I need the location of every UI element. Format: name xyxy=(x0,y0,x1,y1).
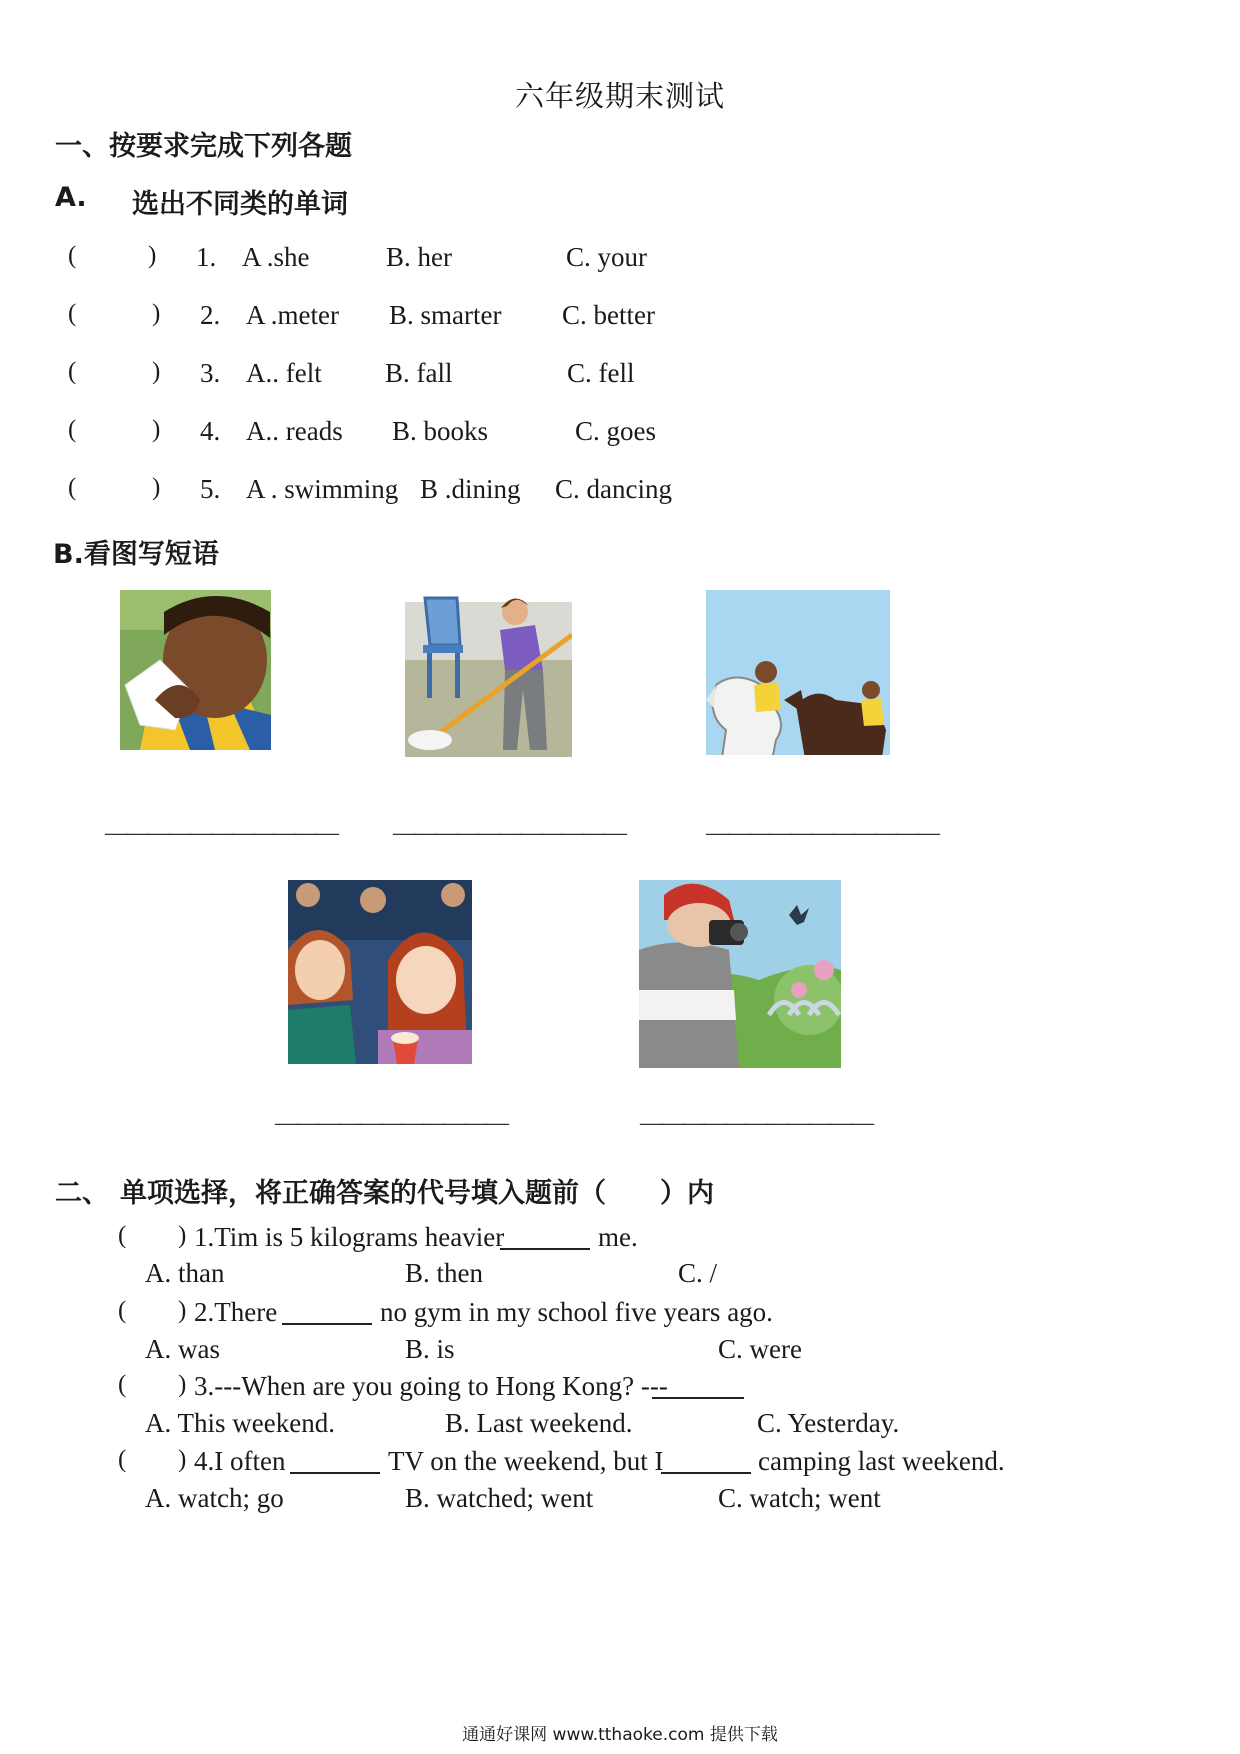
sneezing-boy-picture xyxy=(120,590,271,750)
answer-blank[interactable]: ——————————— xyxy=(640,1110,871,1136)
item-number: 2. xyxy=(200,300,221,330)
answer-paren-open[interactable]: ( xyxy=(118,1371,127,1398)
option-a: A . swimming xyxy=(246,474,399,504)
answer-paren-open[interactable]: ( xyxy=(68,300,77,327)
option-b: B. smarter xyxy=(389,300,502,330)
answer-paren-close: ) xyxy=(148,242,157,269)
option-b: B. her xyxy=(386,242,452,272)
section-2-label: 二、 xyxy=(55,1178,109,1209)
section-2-heading: 单项选择，将正确答案的代号填入题前（ ）内 xyxy=(120,1178,714,1209)
fill-blank[interactable] xyxy=(652,1371,744,1399)
watching-film-picture xyxy=(288,880,472,1064)
question-text: 2.There xyxy=(194,1297,278,1327)
answer-paren-open[interactable]: ( xyxy=(68,242,77,269)
option-a: A. than xyxy=(145,1258,225,1288)
answer-blank[interactable]: ——————————— xyxy=(706,820,937,846)
option-b: B. watched; went xyxy=(405,1483,594,1513)
question-text-end: camping last weekend. xyxy=(758,1446,1005,1476)
question-text-mid: TV on the weekend, but I xyxy=(388,1446,664,1476)
answer-blank[interactable]: ——————————— xyxy=(275,1110,506,1136)
option-c: C. better xyxy=(562,300,655,330)
answer-paren-open[interactable]: ( xyxy=(68,474,77,501)
option-c: C. watch; went xyxy=(718,1483,881,1513)
fill-blank[interactable] xyxy=(500,1222,590,1250)
answer-paren-close: ) xyxy=(178,1371,187,1398)
question-text: 4.I often xyxy=(194,1446,286,1476)
option-b: B. fall xyxy=(385,358,453,388)
question-text: 1.Tim is 5 kilograms heavier xyxy=(194,1222,505,1252)
section-1-heading: 一、按要求完成下列各题 xyxy=(55,131,352,162)
answer-paren-close: ) xyxy=(152,300,161,327)
taking-photos-picture xyxy=(639,880,841,1068)
answer-paren-open[interactable]: ( xyxy=(68,358,77,385)
answer-paren-open[interactable]: ( xyxy=(118,1297,127,1324)
answer-paren-close: ) xyxy=(152,358,161,385)
option-c: C. your xyxy=(566,242,647,272)
option-c: C. / xyxy=(678,1258,718,1288)
option-c: C. goes xyxy=(575,416,656,446)
part-a-label: A. xyxy=(55,182,87,213)
item-number: 3. xyxy=(200,358,221,388)
question-text-end: me. xyxy=(598,1222,638,1252)
fill-blank[interactable] xyxy=(661,1446,751,1474)
item-number: 4. xyxy=(200,416,221,446)
answer-blank[interactable]: ——————————— xyxy=(393,820,624,846)
page-title: 六年级期末测试 xyxy=(514,79,725,113)
option-a: A. watch; go xyxy=(145,1483,284,1513)
option-b: B .dining xyxy=(420,474,521,504)
answer-paren-close: ) xyxy=(152,416,161,443)
item-number: 5. xyxy=(200,474,221,504)
option-a: A. was xyxy=(145,1334,220,1364)
option-c: C. dancing xyxy=(555,474,672,504)
option-c: C. fell xyxy=(567,358,635,388)
question-text-end: no gym in my school five years ago. xyxy=(380,1297,773,1327)
option-a: A .she xyxy=(242,242,310,272)
answer-paren-close: ) xyxy=(178,1222,187,1249)
part-a-instruction: 选出不同类的单词 xyxy=(132,189,348,220)
answer-paren-open[interactable]: ( xyxy=(118,1446,127,1473)
fill-blank[interactable] xyxy=(290,1446,380,1474)
option-a: A.. felt xyxy=(246,358,322,388)
option-a: A.. reads xyxy=(246,416,343,446)
option-a: A. This weekend. xyxy=(145,1408,335,1438)
option-a: A .meter xyxy=(246,300,339,330)
option-b: B. is xyxy=(405,1334,455,1364)
footer-credit: 通通好课网 www.tthaoke.com 提供下载 xyxy=(462,1725,778,1745)
question-text: 3.---When are you going to Hong Kong? --- xyxy=(194,1371,668,1401)
answer-paren-close: ) xyxy=(178,1297,187,1324)
option-c: C. were xyxy=(718,1334,802,1364)
answer-paren-close: ) xyxy=(152,474,161,501)
option-b: B. then xyxy=(405,1258,483,1288)
option-b: B. books xyxy=(392,416,489,446)
option-c: C. Yesterday. xyxy=(757,1408,900,1438)
answer-paren-close: ) xyxy=(178,1446,187,1473)
riding-horses-picture xyxy=(706,590,890,765)
sweeping-floor-picture xyxy=(405,590,572,757)
answer-blank[interactable]: ——————————— xyxy=(105,820,336,846)
option-b: B. Last weekend. xyxy=(445,1408,633,1438)
answer-paren-open[interactable]: ( xyxy=(118,1222,127,1249)
part-b-heading: B.看图写短语 xyxy=(53,539,219,570)
fill-blank[interactable] xyxy=(282,1297,372,1325)
item-number: 1. xyxy=(196,242,217,272)
answer-paren-open[interactable]: ( xyxy=(68,416,77,443)
